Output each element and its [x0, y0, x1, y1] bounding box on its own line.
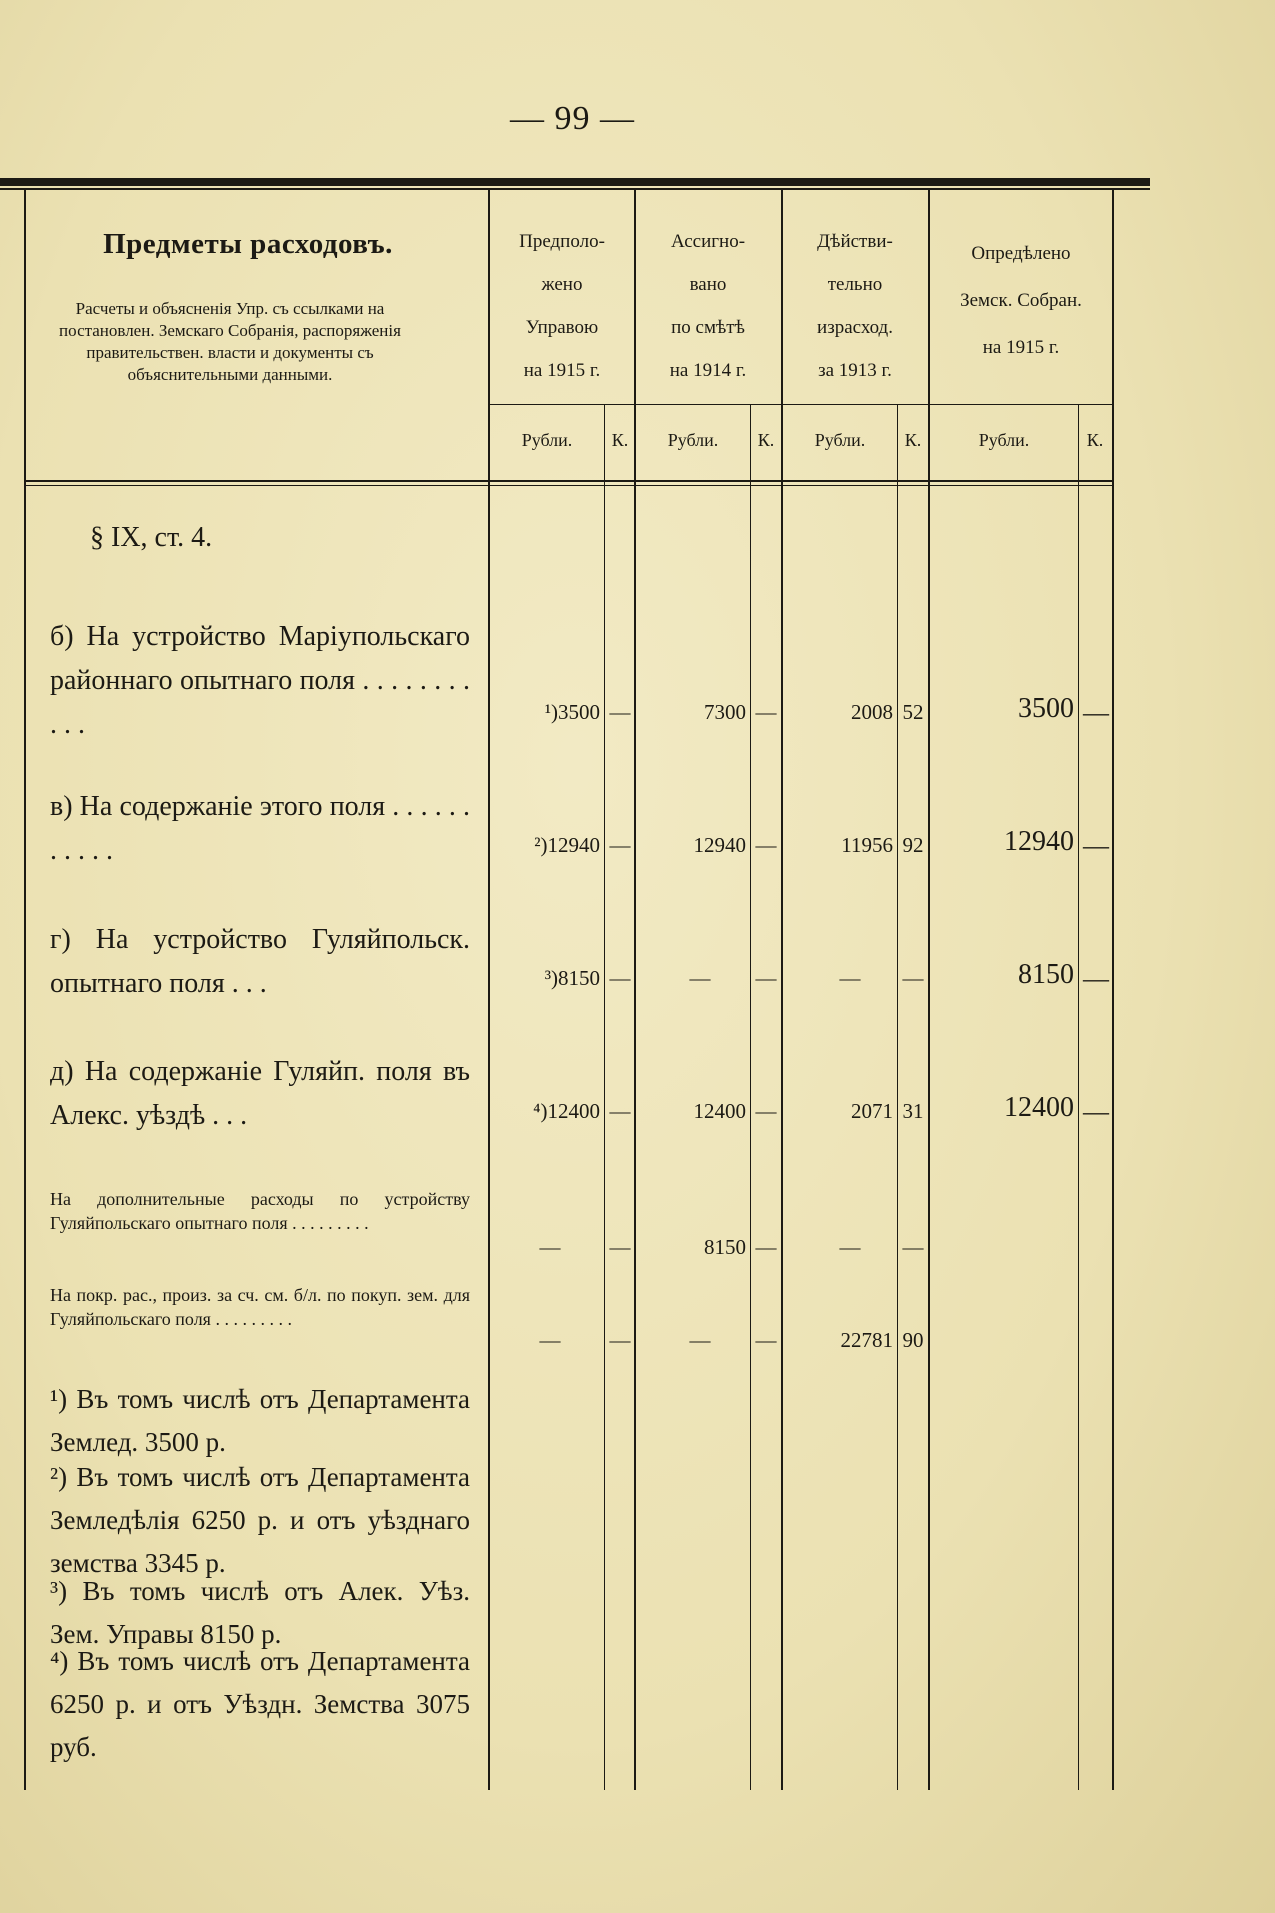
header-proposed: Предполо- жено Управою на 1915 г.	[519, 231, 605, 381]
cell-approved-rub: 12940	[1004, 826, 1074, 857]
unit-rubles: Рубли.	[667, 430, 719, 450]
row-label: б) На устройство Маріупольскаго районнаго опытнаго поля . . . . . . . . . . .	[50, 621, 470, 740]
footnote-4: ⁴) Въ томъ числѣ отъ Департамента 6250 р. и отъ Уѣздн. Земства 3075 руб.	[50, 1646, 470, 1762]
table-right-border	[1112, 190, 1114, 1790]
cell-approved-kop: —	[1083, 1097, 1109, 1126]
column-divider	[488, 190, 490, 1790]
kopek-divider	[750, 405, 751, 1790]
cell-approved-kop: —	[1083, 964, 1109, 993]
section-title: § IX, ст. 4.	[90, 522, 213, 553]
top-rule	[0, 178, 1150, 186]
column-divider	[634, 190, 636, 1790]
cell-assigned-kop: —	[755, 1328, 777, 1352]
cell-spent-kop: —	[902, 966, 924, 990]
cell-spent-rub: 2008	[851, 700, 893, 724]
cell-assigned-kop: —	[755, 700, 777, 724]
cell-proposed-kop: —	[609, 1235, 631, 1259]
cell-proposed-rub: ²)12940	[534, 833, 600, 857]
cell-assigned-rub: 7300	[704, 700, 746, 724]
cell-assigned-kop: —	[755, 966, 777, 990]
cell-approved-kop: —	[1083, 698, 1109, 727]
cell-approved-rub: 8150	[1018, 959, 1074, 990]
unit-rubles: Рубли.	[978, 430, 1030, 450]
kopek-divider	[897, 405, 898, 1790]
cell-proposed-kop: —	[609, 1328, 631, 1352]
cell-assigned-rub: 12400	[693, 1099, 746, 1123]
cell-spent-rub: —	[839, 966, 861, 990]
cell-proposed-kop: —	[609, 833, 631, 857]
cell-spent-kop: 31	[902, 1099, 924, 1123]
cell-proposed-kop: —	[609, 700, 631, 724]
unit-rubles: Рубли.	[521, 430, 573, 450]
cell-approved-kop: —	[1083, 831, 1109, 860]
top-rule-thin	[0, 188, 1150, 190]
cell-spent-rub: 11956	[841, 833, 893, 857]
cell-approved-rub: 12400	[1004, 1092, 1074, 1123]
row-label: г) На устройство Гуляйпольск. опытнаго поля . . .	[50, 924, 470, 999]
header-bottom-rule-thin	[24, 485, 1114, 486]
cell-approved-rub: 3500	[1018, 693, 1074, 724]
footnote-2: ²) Въ томъ числѣ отъ Департамента Земледѣлія 6250 р. и отъ уѣзднаго земства 3345 р.	[50, 1462, 470, 1578]
row-label: На дополнительные расходы по устройству Гуляйпольскаго опытнаго поля . . . . . . . . .	[50, 1189, 470, 1233]
column-title-expenses: Предметы расходовъ.	[103, 228, 393, 260]
cell-proposed-rub: ⁴)12400	[533, 1099, 600, 1123]
cell-assigned-kop: —	[755, 1099, 777, 1123]
cell-spent-rub: —	[839, 1235, 861, 1259]
column-subtitle: Расчеты и объясненія Упр. съ ссылками на постановлен. Земскаго Собранія, распоряженія правительствен. власти и документы съ объяснительными данными.	[59, 299, 401, 384]
footnote-1: ¹) Въ томъ числѣ отъ Департамента Землед. 3500 р.	[50, 1384, 470, 1457]
cell-spent-kop: 92	[902, 833, 924, 857]
cell-assigned-kop: —	[755, 1235, 777, 1259]
unit-kopeks: К.	[611, 430, 629, 450]
header-subrule	[490, 404, 1112, 405]
header-approved: Опредѣлено Земск. Собран. на 1915 г.	[960, 243, 1082, 358]
unit-kopeks: К.	[1086, 430, 1104, 450]
row-label: На покр. рас., произ. за сч. см. б/л. по покуп. зем. для Гуляйпольскаго поля . . . . . . . . .	[50, 1285, 470, 1329]
cell-proposed-kop: —	[609, 966, 631, 990]
cell-spent-kop: 52	[902, 700, 924, 724]
cell-spent-rub: 2071	[851, 1099, 893, 1123]
cell-proposed-rub: —	[539, 1328, 561, 1352]
column-divider	[928, 190, 930, 1790]
row-label: д) На содержаніе Гуляйп. поля въ Алекс. уѣздѣ . . .	[50, 1056, 470, 1131]
cell-assigned-rub: 12940	[693, 833, 746, 857]
unit-kopeks: К.	[904, 430, 922, 450]
cell-assigned-kop: —	[755, 833, 777, 857]
table-left-border	[24, 190, 26, 1790]
cell-proposed-rub: —	[539, 1235, 561, 1259]
cell-spent-kop: 90	[902, 1328, 924, 1352]
cell-proposed-rub: ¹)3500	[544, 700, 600, 724]
page-number: — 99 —	[510, 100, 635, 137]
header-bottom-rule	[24, 480, 1114, 482]
footnote-3: ³) Въ томъ числѣ отъ Алек. Уѣз. Зем. Управы 8150 р.	[50, 1576, 470, 1649]
unit-kopeks: К.	[757, 430, 775, 450]
header-spent: Дѣйстви- тельно израсход. за 1913 г.	[817, 231, 893, 381]
cell-spent-rub: 22781	[840, 1328, 893, 1352]
cell-assigned-rub: 8150	[704, 1235, 746, 1259]
cell-assigned-rub: —	[689, 1328, 711, 1352]
row-label: в) На содержаніе этого поля . . . . . . . . . . .	[50, 791, 470, 866]
cell-proposed-rub: ³)8150	[544, 966, 600, 990]
kopek-divider	[604, 405, 605, 1790]
kopek-divider	[1078, 405, 1079, 1790]
cell-spent-kop: —	[902, 1235, 924, 1259]
unit-rubles: Рубли.	[814, 430, 866, 450]
cell-proposed-kop: —	[609, 1099, 631, 1123]
header-assigned: Ассигно- вано по смѣтѣ на 1914 г.	[669, 231, 747, 381]
cell-assigned-rub: —	[689, 966, 711, 990]
column-divider	[781, 190, 783, 1790]
